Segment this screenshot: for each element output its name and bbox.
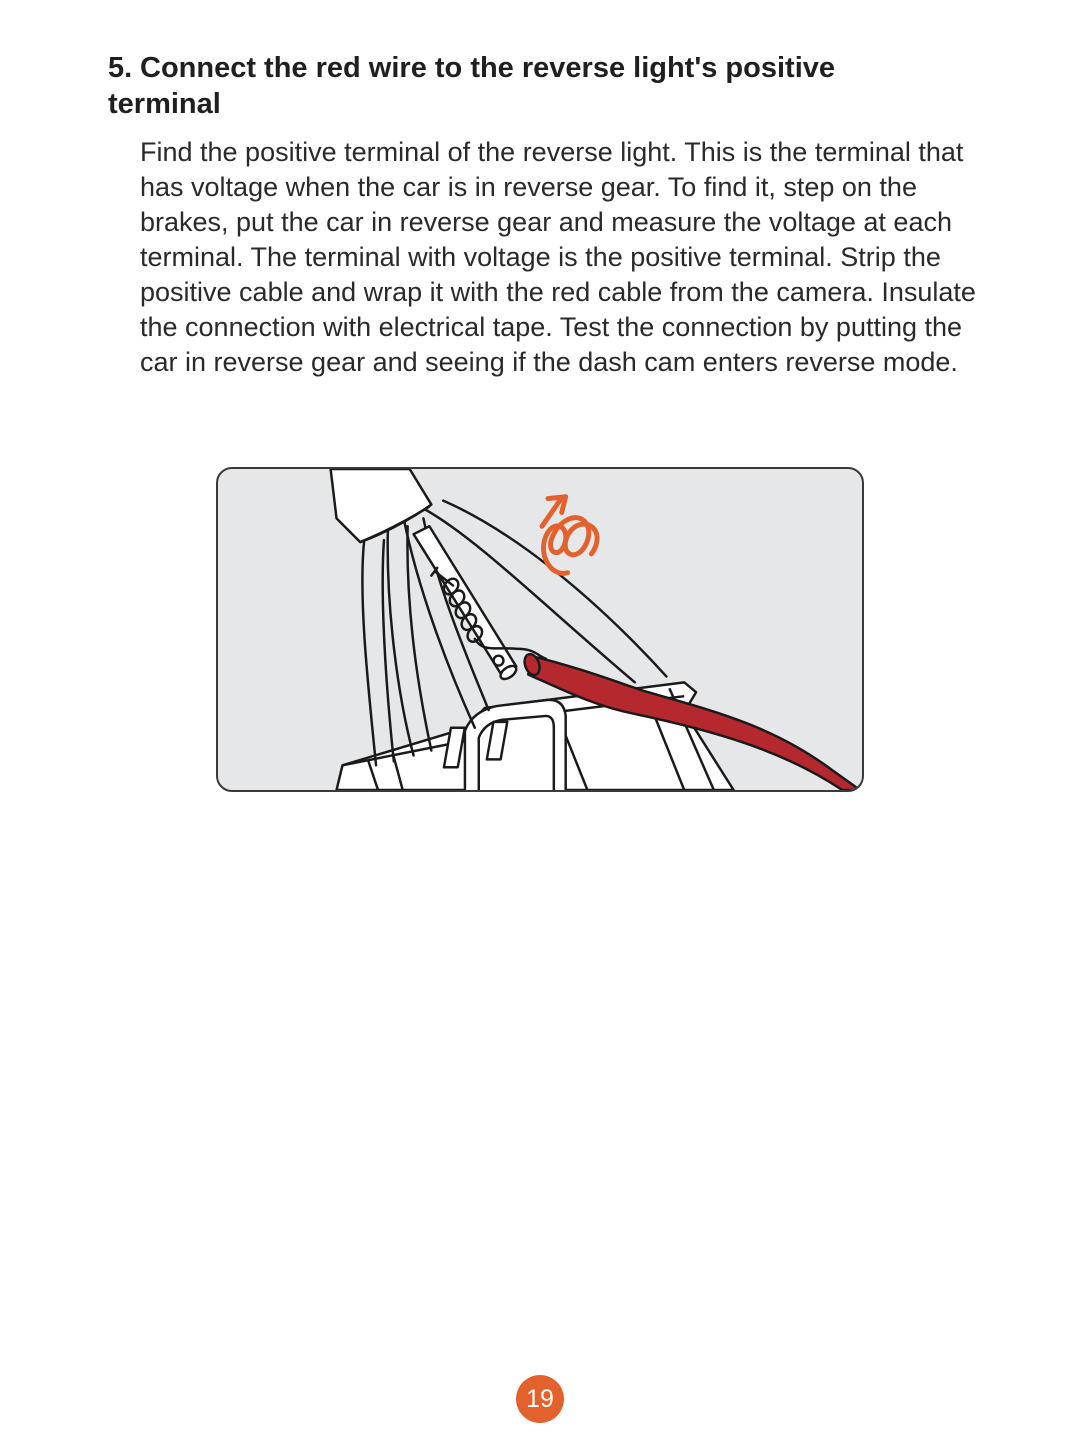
- wiring-drawing: [218, 469, 862, 790]
- step-title: Connect the red wire to the reverse light's positive terminal: [108, 52, 836, 120]
- step-heading: [108, 50, 928, 122]
- page-number-badge: 19: [516, 1375, 564, 1423]
- twist-arrow-icon: [542, 497, 597, 574]
- connector-pins: [444, 700, 587, 790]
- step-number: 5.: [108, 52, 133, 84]
- step-body-text: Find the positive terminal of the reverse light. This is the terminal that has voltage when the car is in reverse gear. To find it, step on the brakes, put the car in reverse gear and measure the voltage at each terminal. The terminal with voltage is the positive terminal. Strip the positive cable and wrap it with the red cable from the camera. Insulate the connection with electrical tape. Test the connection by putting the car in reverse gear and seeing if the dash cam enters reverse mode.: [140, 137, 976, 377]
- step-instructions: [140, 135, 980, 380]
- wiring-illustration: [216, 467, 864, 792]
- insulation-sleeve: [331, 469, 432, 542]
